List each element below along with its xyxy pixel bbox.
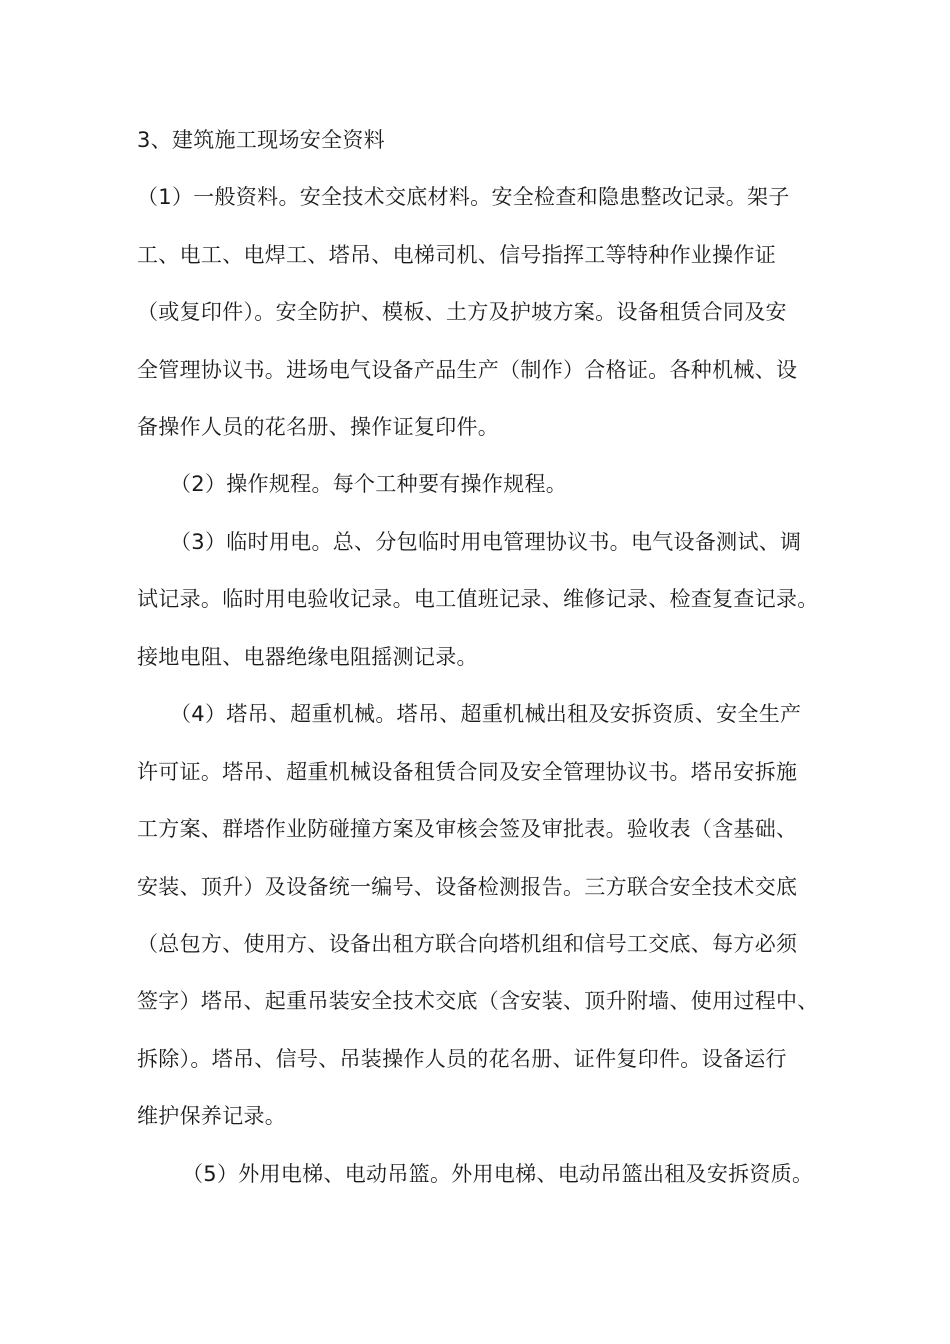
paragraph-line: 接地电阻、电器绝缘电阻摇测记录。 [137, 645, 478, 669]
paragraph-line: 维护保养记录。 [137, 1104, 287, 1128]
paragraph-line: 安装、顶升）及设备统一编号、设备检测报告。三方联合安全技术交底 [137, 875, 798, 899]
paragraph-line: 许可证。塔吊、超重机械设备租赁合同及安全管理协议书。塔吊安拆施 [137, 760, 798, 784]
paragraph-line: 全管理协议书。进场电气设备产品生产（制作）合格证。各种机械、设 [137, 358, 798, 382]
paragraph-line: （2）操作规程。每个工种要有操作规程。 [170, 472, 568, 496]
paragraph-line: （3）临时用电。总、分包临时用电管理协议书。电气设备测试、调 [170, 530, 802, 554]
paragraph-line: 备操作人员的花名册、操作证复印件。 [137, 415, 500, 439]
paragraph-line: 试记录。临时用电验收记录。电工值班记录、维修记录、检查复查记录。 [137, 587, 819, 611]
paragraph-line: 签字）塔吊、起重吊装安全技术交底（含安装、顶升附墙、使用过程中、 [137, 989, 819, 1013]
paragraph-line: 工方案、群塔作业防碰撞方案及审核会签及审批表。验收表（含基础、 [137, 817, 798, 841]
section-heading: 3、建筑施工现场安全资料 [137, 128, 385, 152]
paragraph-line: （1）一般资料。安全技术交底材料。安全检查和隐患整改记录。架子 [137, 185, 790, 209]
paragraph-line: 工、电工、电焊工、塔吊、电梯司机、信号指挥工等特种作业操作证 [137, 243, 776, 267]
paragraph-line: 拆除）。塔吊、信号、吊装操作人员的花名册、证件复印件。设备运行 [137, 1047, 787, 1071]
paragraph-line: （4）塔吊、超重机械。塔吊、超重机械出租及安拆资质、安全生产 [170, 702, 802, 726]
paragraph-line: （5）外用电梯、电动吊篮。外用电梯、电动吊篮出租及安拆资质。 [182, 1162, 814, 1186]
paragraph-line: （总包方、使用方、设备出租方联合向塔机组和信号工交底、每方必须 [137, 932, 798, 956]
paragraph-line: （或复印件）。安全防护、模板、土方及护坡方案。设备租赁合同及安 [137, 300, 787, 324]
